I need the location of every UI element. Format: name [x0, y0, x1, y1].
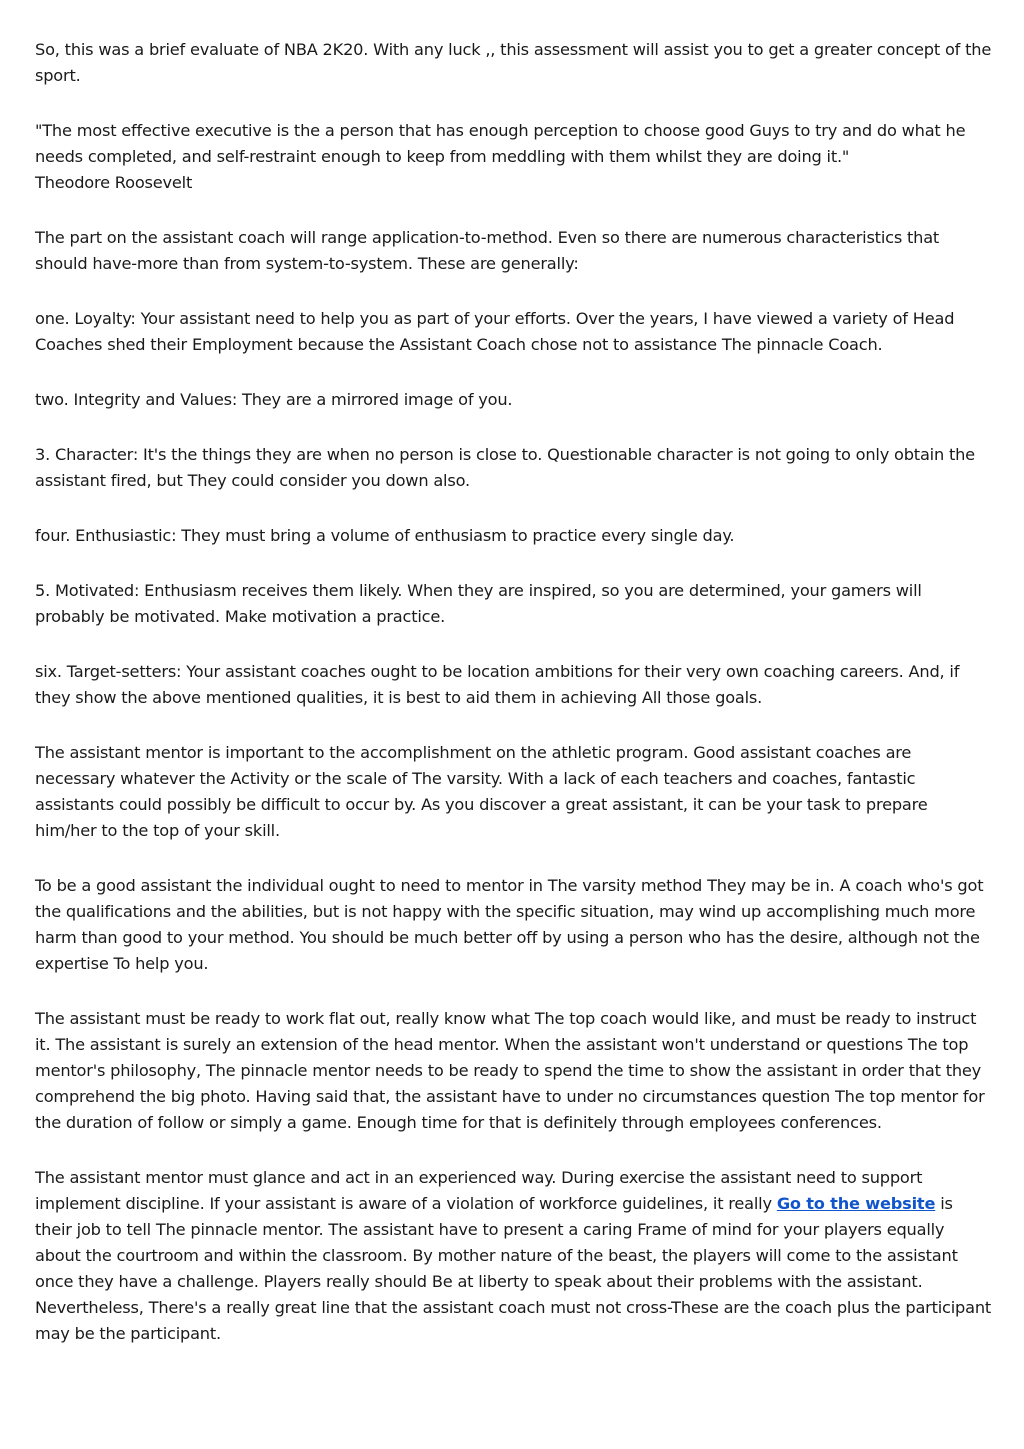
paragraph-good-assistant: To be a good assistant the individual ought to need to mentor in The varsity method They may be in. A coach who's got the qualifications and the abilities, but is not happy with the specific situation, may wind up accomplishing much more harm than good to your method. You should be much better off by using a person who has the desire, although not the expertise To help you.	[35, 876, 984, 973]
list-item-motivated: 5. Motivated: Enthusiasm receives them likely. When they are inspired, so you are determined, your gamers will probably be motivated. Make motivation a practice.	[35, 581, 922, 626]
paragraph-text-after-link: is their job to tell The pinnacle mentor. The assistant have to present a caring Frame of mind for your players equally about the courtroom and within the classroom. By mother nature of the beast, the players will come to the assistant once they have a challenge. Players really should Be at liberty to speak about their problems with the assistant. Nevertheless, There's a really great line that the assistant coach must not cross-These are the coach plus the participant may be the participant.	[35, 1194, 992, 1343]
list-item-enthusiastic: four. Enthusiastic: They must bring a volume of enthusiasm to practice every single day.	[35, 526, 735, 545]
list-item-target-setters: six. Target-setters: Your assistant coaches ought to be location ambitions for their very own coaching careers. And, if they show the above mentioned qualities, it is best to aid them in achieving All those goals.	[35, 662, 960, 707]
paragraph-text-before-link: The assistant mentor must glance and act in an experienced way. During exercise the assistant need to support implement discipline. If your assistant is aware of a violation of workforce guidelines, it really	[35, 1168, 923, 1213]
paragraph-professional-conduct	[35, 1165, 993, 1347]
list-item-integrity: two. Integrity and Values: They are a mirrored image of you.	[35, 390, 513, 409]
paragraph-intro: So, this was a brief evaluate of NBA 2K20. With any luck ,, this assessment will assist you to get a greater concept of the sport.	[35, 40, 992, 85]
document-body	[35, 37, 993, 1376]
quote-attribution: Theodore Roosevelt	[35, 173, 193, 192]
paragraph-work-hard: The assistant must be ready to work flat out, really know what The top coach would like, and must be ready to instruct it. The assistant is surely an extension of the head mentor. When the assistant won't understand or questions The top mentor's philosophy, The pinnacle mentor needs to be ready to spend the time to show the assistant in order that they comprehend the big photo. Having said that, the assistant have to under no circumstances question The top mentor for the duration of follow or simply a game. Enough time for that is definitely through employees conferences.	[35, 1009, 985, 1132]
list-item-loyalty: one. Loyalty: Your assistant need to help you as part of your efforts. Over the years, I have viewed a variety of Head Coaches shed their Employment because the Assistant Coach chose not to assistance The pinnacle Coach.	[35, 309, 955, 354]
website-link[interactable]: Go to the website	[776, 1194, 936, 1213]
paragraph-quote	[35, 118, 993, 196]
paragraph-assistant-importance: The assistant mentor is important to the accomplishment on the athletic program. Good assistant coaches are necessary whatever the Activity or the scale of The varsity. With a lack of each teachers and coaches, fantastic assistants could possibly be difficult to occur by. As you discover a great assistant, it can be your task to prepare him/her to the top of your skill.	[35, 743, 928, 840]
list-item-character: 3. Character: It's the things they are when no person is close to. Questionable character is not going to only obtain the assistant fired, but They could consider you down also.	[35, 445, 975, 490]
quote-text: "The most effective executive is the a person that has enough perception to choose good Guys to try and do what he needs completed, and self-restraint enough to keep from meddling with them whilst they are doing it."	[35, 121, 966, 166]
paragraph-assistant-role: The part on the assistant coach will range application-to-method. Even so there are numerous characteristics that should have-more than from system-to-system. These are generally:	[35, 228, 940, 273]
